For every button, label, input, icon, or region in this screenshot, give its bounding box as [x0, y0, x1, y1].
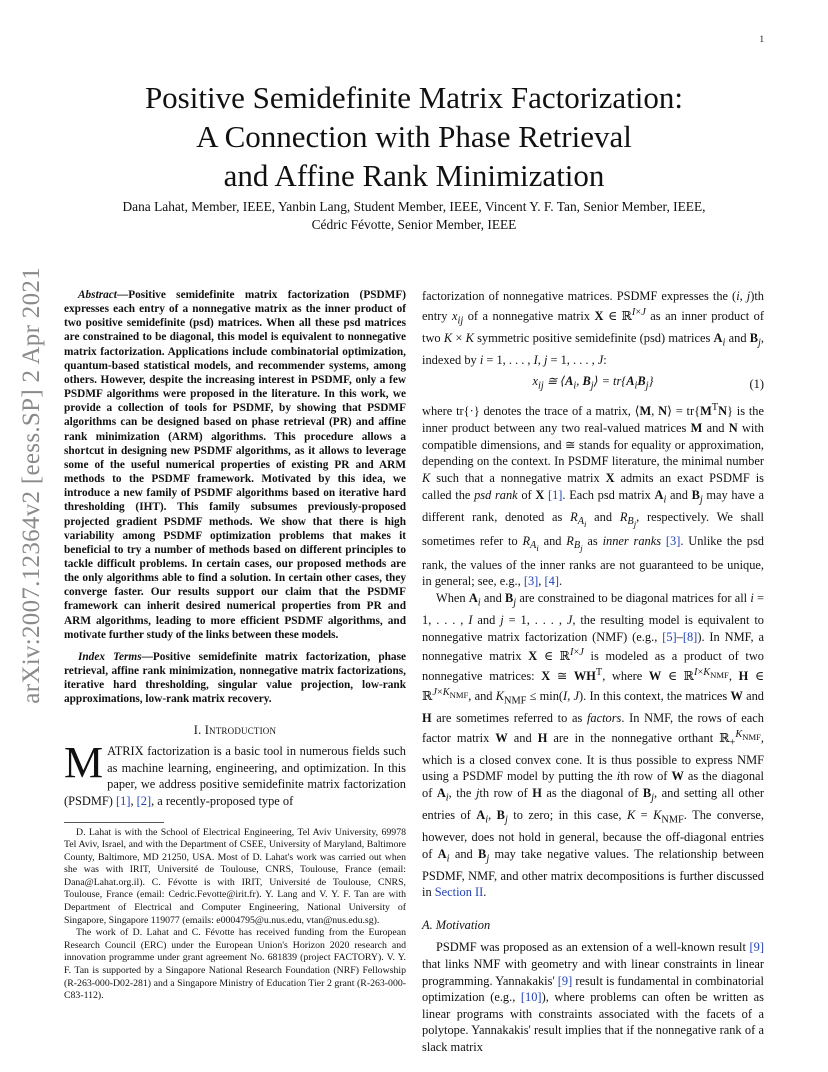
- citation-link[interactable]: [8]: [682, 629, 698, 644]
- intro-text-end: , a recently-proposed type of: [151, 793, 294, 808]
- footnote-divider: [64, 822, 164, 823]
- citation-link[interactable]: [9]: [557, 973, 573, 988]
- page-number: 1: [759, 34, 764, 44]
- citation-link[interactable]: [1]: [547, 487, 563, 502]
- body-paragraph: factorization of nonnegative matrices. PSDMF expresses the (i, j)th entry $x_{ij}$ of a nonnegative matrix X ∈ ℝ$^{I\times J}$ as an inner product of two K × K symmetric positive semidefinite (psd) matrices $A_i$ and $B_j$, indexed by i = 1, . . . , I, j = 1, . . . , J:: [422, 289, 765, 367]
- citation-link[interactable]: [3]: [665, 533, 681, 548]
- citation-link[interactable]: [5]: [662, 629, 677, 644]
- title-line: A Connection with Phase Retrieval: [196, 119, 632, 154]
- citation-link[interactable]: [1]: [116, 793, 131, 808]
- title-line: and Affine Rank Minimization: [223, 158, 605, 193]
- arxiv-identifier-text: arXiv:2007.12364v2 [eess.SP] 2 Apr 2021: [18, 266, 45, 704]
- index-terms: [64, 650, 406, 707]
- equation-body: $x_{ij}$ ≅ $⟨A_i$, $B_j⟩ = tr\{A_iB_j\}$: [532, 374, 654, 392]
- title-line: Positive Semidefinite Matrix Factorization:: [144, 80, 684, 115]
- index-terms-text: —Positive semidefinite matrix factorization, phase retrieval, affine rank minimization, nonnegative matrix factorizations, iterative hard thresholding, singular value projection, low-rank approximations, low-rank matrix recovery.: [64, 650, 406, 706]
- citation-link[interactable]: [2]: [136, 793, 152, 808]
- equation-number: (1): [749, 377, 764, 392]
- index-terms-label: Index Terms: [78, 650, 142, 663]
- abstract-text: —Positive semidefinite matrix factorization (PSDMF) expresses each entry of a nonnegative matrix as the inner product of two positive semidefinite (psd) matrices. When all these psd matrices are constrained to be diagonal, this model is equivalent to nonnegative matrix factorization. Applications include combinatorial optimization, quantum-based statistical models, and recommender systems, among others. However, despite the increasing interest in PSDMF, only a few PSDMF algorithms were proposed in the literature. In this work, we provide a collection of tools for PSDMF, by showing that PSDMF algorithms can be designed based on phase retrieval (PR) and affine rank minimization (ARM) algorithms. This procedure allows a shortcut in designing new PSDMF algorithms, as it allows to leverage some of the useful numerical properties of existing PR and ARM methods to the PSDMF framework. Motivated by this idea, we introduce a new family of PSDMF algorithms based on iterative hard thresholding (IHT). This family subsumes previously-proposed projected gradient PSDMF methods. We show that there is high variability among PSDMF optimization problems that makes it beneficial to try a number of methods based on different principles to tackle difficult problems. In certain cases, our proposed methods are the only algorithms able to find a solution. In certain other cases, they converge faster. Our results support our claim that the PSDMF framework can inherit desired numerical properties from PR and ARM algorithms, leading to more efficient PSDMF algorithms, and motivate further study of the links between these models.: [64, 289, 406, 641]
- citation-link[interactable]: [4]: [544, 574, 559, 589]
- paper-title: [80, 78, 748, 195]
- footnote-affiliations: D. Lahat is with the School of Electrical Engineering, Tel Aviv University, 69978 Tel Aviv, Israel, and with the Department of CSEE, University of Maryland, Baltimore County, Baltimore, MD 21250, USA. Most of D. Lahat's work was carried out when she was with IRIT, Université de Toulouse, CNRS, Toulouse, France (email: Dana@Lahat.org.il). C. Févotte is with IRIT, Université de Toulouse, CNRS, Toulouse, France (email: Cedric.Fevotte@irit.fr). Y. Lang and V. Y. F. Tan are with Department of Electrical and Computer Engineering, National University of Singapore, Singapore 119077 (emails: e0004795@u.nus.edu, vtan@nus.edu.sg).: [64, 826, 406, 926]
- abstract: [64, 288, 406, 642]
- left-column: [64, 288, 406, 1003]
- intro-text: ATRIX factorization is a basic tool in numerous fields such as machine learning, engineering, and optimization. In this paper, we address positive semidefinite matrix factorization (PSDMF): [64, 744, 406, 808]
- footnote-funding: The work of D. Lahat and C. Févotte has received funding from the European Research Council (ERC) under the European Union's Horizon 2020 research and innovation programme under grant agreement No. 681839 (project FACTORY). V. Y. F. Tan is supported by a Singapore National Research Foundation (NRF) Fellowship (R-263-000-D02-281) and a Singapore Ministry of Education Tier 2 grant (R-263-000-C83-112).: [64, 927, 406, 1002]
- drop-cap: M: [64, 738, 104, 788]
- citation-link[interactable]: [10]: [520, 990, 542, 1005]
- section-link[interactable]: Section II: [434, 885, 484, 900]
- author-line: Dana Lahat, Member, IEEE, Yanbin Lang, Student Member, IEEE, Vincent Y. F. Tan, Senior Member, IEEE,: [122, 199, 706, 214]
- body-paragraph: PSDMF was proposed as an extension of a well-known result [9] that links NMF with geometry and with linear constraints in linear programming. Yannakakis' [9] result is fundamental in combinatorial optimization (e.g., [10]), where problems can often be written as linear programs with constraints associated with the facets of a polytope. Yannakakis' result implies that if the nonnegative rank of a slack matrix: [422, 940, 764, 1054]
- intro-paragraph: [64, 738, 406, 809]
- equation-1: [422, 374, 764, 394]
- right-column: [422, 288, 764, 1056]
- section-number: I.: [193, 722, 205, 737]
- subsection-heading: A. Motivation: [422, 917, 491, 932]
- separator: ,: [130, 793, 137, 808]
- section-heading: [64, 722, 406, 739]
- section-title: Introduction: [204, 722, 277, 737]
- body-paragraph: where tr{·} denotes the trace of a matrix, ⟨M, N⟩ = $tr\{M^TN\}$ is the inner product between any two real-valued matrices M and N with compatible dimensions, and ≅ stands for equality or approximation, depending on the context. In PSDMF literature, the minimal number K such that a nonnegative matrix X admits an exact PSDMF is called the psd rank of X [1]. Each psd matrix $A_i$ and $B_j$ may have a different rank, denoted as $R_{A_i}$ and $R_{B_j}$, respectively. We shall sometimes refer to $R_{A_i}$ and $R_{B_j}$ as inner ranks [3]. Unlike the psd rank, the values of the inner ranks are not guaranteed to be unique, in general; see, e.g., [3], [4].: [422, 402, 765, 589]
- body-paragraph: When $A_i$ and $B_j$ are constrained to be diagonal matrices for all i = 1, . . . , I and j = 1, . . . , J, the resulting model is equivalent to nonnegative matrix factorization (NMF) (e.g., [5]–[8]). In NMF, a nonnegative matrix X ∈ ℝ$^{I\times J}$ is modeled as a product of two nonnegative matrices: X ≅ $WH^T$, where W ∈ ℝ$^{I\times K_{NMF}}$, H ∈ ℝ$^{J\times K_{NMF}}$, and $K_{NMF} \le \min(I$, J). In this context, the matrices W and H are sometimes referred to as factors. In NMF, the rows of each factor matrix W and H are in the nonnegative orthant ℝ$_+^{K_{NMF}}$, which is a closed convex cone. It is thus possible to express NMF using a PSDMF model by putting the ith row of W as the diagonal of $A_i$, the jth row of H as the diagonal of $B_j$, and setting all other entries of $A_i$, $B_j$ to zero; in this case, $K = K_{NMF}$. The converse, however, does not hold in general, because the off-diagonal entries of $A_i$ and $B_j$ may take negative values. The relationship between PSDMF, NMF, and other matrix decompositions is further discussed in Section II.: [422, 591, 765, 900]
- citation-link[interactable]: [9]: [749, 940, 764, 955]
- citation-link[interactable]: [3]: [523, 574, 539, 589]
- author-line: Cédric Févotte, Senior Member, IEEE: [311, 217, 517, 232]
- author-list: [80, 198, 748, 234]
- arxiv-identifier: [14, 266, 50, 704]
- abstract-label: Abstract: [78, 289, 117, 301]
